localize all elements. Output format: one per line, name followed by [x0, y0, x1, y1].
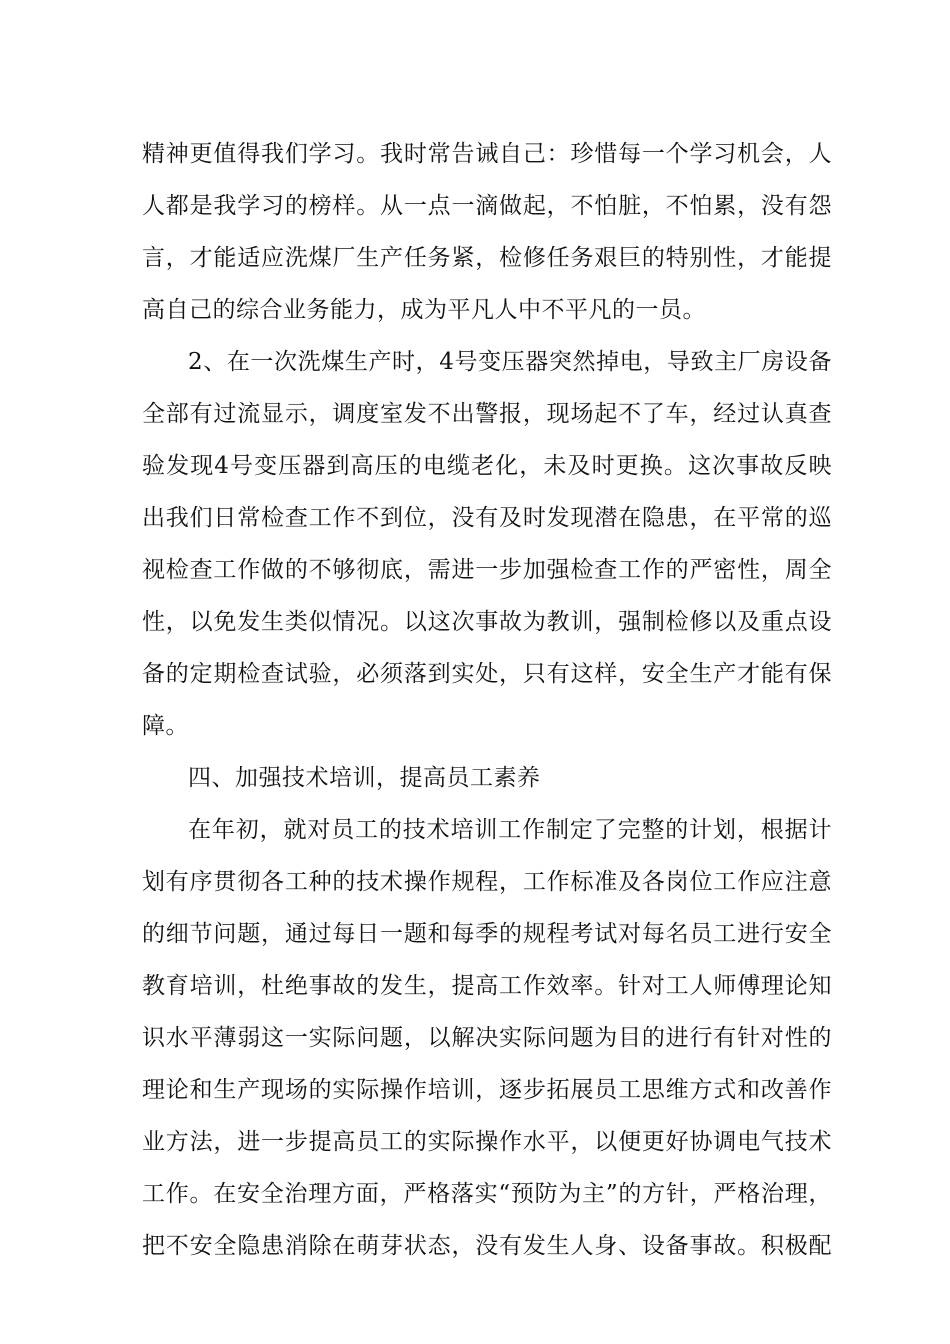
paragraph-p3	[142, 804, 832, 1272]
document-body	[142, 128, 832, 1272]
paragraph-p1	[142, 128, 832, 336]
text-line: 2、在一次洗煤生产时，4号变压器突然掉电，导致主厂房设备	[188, 349, 832, 375]
text-line: 备的定期检查试验，必须落到实处，只有这样，安全生产才能有保	[142, 661, 832, 687]
text-line: 划有序贯彻各工种的技术操作规程，工作标准及各岗位工作应注意	[142, 869, 832, 895]
text-line: 视检查工作做的不够彻底，需进一步加强检查工作的严密性，周全	[142, 557, 832, 583]
text-line: 言，才能适应洗煤厂生产任务紧，检修任务艰巨的特别性，才能提	[142, 245, 832, 271]
paragraph-p2	[142, 336, 832, 752]
text-line: 在年初，就对员工的技术培训工作制定了完整的计划，根据计	[188, 817, 832, 843]
text-line: 验发现4号变压器到高压的电缆老化，未及时更换。这次事故反映	[142, 453, 832, 479]
text-line: 性，以免发生类似情况。以这次事故为教训，强制检修以及重点设	[142, 609, 832, 635]
heading-line: 四、加强技术培训，提高员工素养	[188, 765, 541, 791]
text-line: 障。	[142, 713, 189, 739]
text-line: 把不安全隐患消除在萌芽状态，没有发生人身、设备事故。积极配	[142, 1233, 832, 1259]
text-line: 理论和生产现场的实际操作培训，逐步拓展员工思维方式和改善作	[142, 1077, 832, 1103]
text-line: 业方法，进一步提高员工的实际操作水平，以便更好协调电气技术	[142, 1129, 832, 1155]
text-line: 出我们日常检查工作不到位，没有及时发现潜在隐患，在平常的巡	[142, 505, 832, 531]
text-line: 高自己的综合业务能力，成为平凡人中不平凡的一员。	[142, 297, 706, 323]
text-line: 工作。在安全治理方面，严格落实“预防为主”的方针，严格治理，	[142, 1181, 832, 1207]
text-line: 识水平薄弱这一实际问题，以解决实际问题为目的进行有针对性的	[142, 1025, 832, 1051]
text-line: 的细节问题，通过每日一题和每季的规程考试对每名员工进行安全	[142, 921, 832, 947]
text-line: 精神更值得我们学习。我时常告诫自己：珍惜每一个学习机会，人	[142, 141, 832, 167]
text-line: 全部有过流显示，调度室发不出警报，现场起不了车，经过认真查	[142, 401, 832, 427]
section-heading	[142, 752, 832, 804]
text-line: 人都是我学习的榜样。从一点一滴做起，不怕脏，不怕累，没有怨	[142, 193, 832, 219]
text-line: 教育培训，杜绝事故的发生，提高工作效率。针对工人师傅理论知	[142, 973, 832, 999]
